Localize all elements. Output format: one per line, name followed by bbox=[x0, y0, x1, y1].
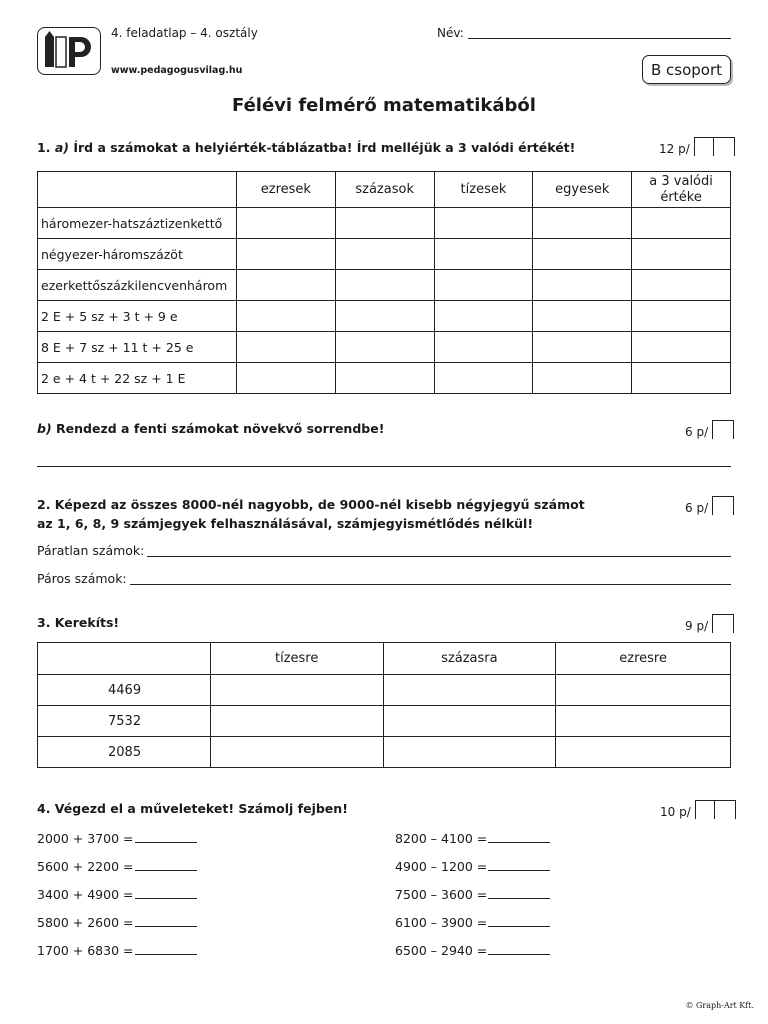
task3-title: 3. Kerekíts! bbox=[37, 615, 120, 630]
header-cell: egyesek bbox=[533, 172, 632, 208]
answer-cell[interactable] bbox=[632, 363, 731, 394]
table-row bbox=[38, 239, 731, 270]
worksheet-label: 4. feladatlap – 4. osztály bbox=[111, 26, 258, 40]
row-label: 4469 bbox=[38, 675, 211, 706]
row-label: 8 E + 7 sz + 11 t + 25 e bbox=[38, 332, 237, 363]
row-label: 2 E + 5 sz + 3 t + 9 e bbox=[38, 301, 237, 332]
answer-cell[interactable] bbox=[632, 332, 731, 363]
answer-cell[interactable] bbox=[556, 737, 731, 768]
answer-cell[interactable] bbox=[335, 270, 434, 301]
answer-cell[interactable] bbox=[632, 270, 731, 301]
row-label: 7532 bbox=[38, 706, 211, 737]
task2-line1: 2. Képezd az összes 8000-nél nagyobb, de 9000-nél kisebb négyjegyű számot bbox=[37, 497, 585, 512]
publisher-logo bbox=[37, 27, 101, 75]
answer-cell[interactable] bbox=[236, 301, 335, 332]
answer-cell[interactable] bbox=[383, 737, 556, 768]
page-title: Félévi felmérő matematikából bbox=[232, 95, 536, 116]
operation-item bbox=[395, 942, 550, 958]
task1b-instruction bbox=[37, 421, 384, 436]
task2-score bbox=[685, 496, 734, 515]
operation-item bbox=[37, 914, 197, 930]
table-row bbox=[38, 270, 731, 301]
row-label: ezerkettőszázkilencvenhárom bbox=[38, 270, 237, 301]
answer-cell[interactable] bbox=[335, 363, 434, 394]
answer-cell[interactable] bbox=[210, 737, 383, 768]
row-label: 2 e + 4 t + 22 sz + 1 E bbox=[38, 363, 237, 394]
task1b-score bbox=[685, 420, 734, 439]
operation-text: 4900 – 1200 = bbox=[395, 859, 488, 874]
operation-item bbox=[37, 830, 197, 846]
operation-text: 2000 + 3700 = bbox=[37, 831, 134, 846]
website-label: www.pedagogusvilag.hu bbox=[111, 65, 243, 76]
pencil-logo-icon bbox=[41, 31, 97, 71]
answer-cell[interactable] bbox=[210, 706, 383, 737]
answer-cell[interactable] bbox=[335, 239, 434, 270]
task4-title: 4. Végezd el a műveleteket! Számolj fejben! bbox=[37, 801, 348, 816]
row-label: 2085 bbox=[38, 737, 211, 768]
operation-text: 6500 – 2940 = bbox=[395, 943, 488, 958]
answer-cell[interactable] bbox=[533, 208, 632, 239]
task2-points: 6 p/ bbox=[685, 501, 709, 515]
task1b-text: Rendezd a fenti számokat növekvő sorrendbe! bbox=[56, 421, 385, 436]
operation-text: 8200 – 4100 = bbox=[395, 831, 488, 846]
answer-cell[interactable] bbox=[383, 706, 556, 737]
operation-text: 5600 + 2200 = bbox=[37, 859, 134, 874]
operation-item bbox=[37, 942, 197, 958]
task1a-points: 12 p/ bbox=[659, 142, 690, 156]
odd-numbers-field[interactable] bbox=[147, 556, 731, 557]
answer-cell[interactable] bbox=[335, 208, 434, 239]
table-header-row bbox=[38, 643, 731, 675]
table-row bbox=[38, 301, 731, 332]
task1a-instruction bbox=[37, 140, 575, 155]
table-row bbox=[38, 363, 731, 394]
operation-item bbox=[395, 858, 550, 874]
answer-cell[interactable] bbox=[236, 239, 335, 270]
answer-cell[interactable] bbox=[632, 239, 731, 270]
operation-text: 1700 + 6830 = bbox=[37, 943, 134, 958]
answer-blank[interactable] bbox=[135, 886, 197, 899]
answer-blank[interactable] bbox=[488, 886, 550, 899]
table-header-row bbox=[38, 172, 731, 208]
answer-cell[interactable] bbox=[556, 706, 731, 737]
answer-blank[interactable] bbox=[488, 942, 550, 955]
answer-blank[interactable] bbox=[135, 830, 197, 843]
row-label: háromezer-hatszáztizenkettő bbox=[38, 208, 237, 239]
answer-cell[interactable] bbox=[533, 239, 632, 270]
odd-numbers-label: Páratlan számok: bbox=[37, 543, 145, 558]
answer-blank[interactable] bbox=[135, 858, 197, 871]
answer-cell[interactable] bbox=[236, 363, 335, 394]
header-cell: százasra bbox=[383, 643, 556, 675]
header-cell: ezresek bbox=[236, 172, 335, 208]
header-cell: a 3 valódi értéke bbox=[632, 172, 731, 208]
answer-blank[interactable] bbox=[488, 858, 550, 871]
table-row bbox=[38, 675, 731, 706]
place-value-table bbox=[37, 171, 731, 394]
answer-cell[interactable] bbox=[383, 675, 556, 706]
operation-item bbox=[395, 830, 550, 846]
task4-score bbox=[660, 800, 736, 819]
task3-points: 9 p/ bbox=[685, 619, 709, 633]
operation-text: 3400 + 4900 = bbox=[37, 887, 134, 902]
answer-cell[interactable] bbox=[533, 363, 632, 394]
answer-cell[interactable] bbox=[632, 301, 731, 332]
task2-score-box[interactable] bbox=[708, 496, 734, 515]
name-field[interactable] bbox=[468, 38, 731, 39]
answer-cell[interactable] bbox=[335, 301, 434, 332]
operation-text: 6100 – 3900 = bbox=[395, 915, 488, 930]
task4-points: 10 p/ bbox=[660, 805, 691, 819]
answer-cell[interactable] bbox=[434, 332, 533, 363]
header-cell: százasok bbox=[335, 172, 434, 208]
answer-blank[interactable] bbox=[488, 830, 550, 843]
answer-cell[interactable] bbox=[236, 208, 335, 239]
task1b-answer-line[interactable] bbox=[37, 466, 731, 467]
answer-blank[interactable] bbox=[135, 942, 197, 955]
answer-cell[interactable] bbox=[533, 270, 632, 301]
even-numbers-field[interactable] bbox=[130, 584, 731, 585]
answer-cell[interactable] bbox=[335, 332, 434, 363]
task1a-text: Írd a számokat a helyiérték-táblázatba! Írd melléjük a 3 valódi értékét! bbox=[73, 140, 576, 155]
name-label: Név: bbox=[437, 26, 464, 40]
task1b-marker: b) bbox=[37, 421, 52, 436]
task1-number: 1. bbox=[37, 140, 51, 155]
answer-blank[interactable] bbox=[135, 914, 197, 927]
header-cell-empty bbox=[38, 172, 237, 208]
answer-cell[interactable] bbox=[533, 301, 632, 332]
answer-cell[interactable] bbox=[434, 301, 533, 332]
answer-cell[interactable] bbox=[236, 332, 335, 363]
answer-cell[interactable] bbox=[434, 208, 533, 239]
task1a-marker: a) bbox=[54, 140, 69, 155]
header-cell-empty bbox=[38, 643, 211, 675]
answer-blank[interactable] bbox=[488, 914, 550, 927]
table-row bbox=[38, 208, 731, 239]
answer-cell[interactable] bbox=[434, 239, 533, 270]
task4-score-box[interactable] bbox=[691, 800, 736, 819]
operation-item bbox=[395, 914, 550, 930]
operation-text: 5800 + 2600 = bbox=[37, 915, 134, 930]
task1a-score bbox=[659, 137, 735, 156]
answer-cell[interactable] bbox=[434, 270, 533, 301]
operation-item bbox=[395, 886, 550, 902]
table-row bbox=[38, 706, 731, 737]
header-cell: ezresre bbox=[556, 643, 731, 675]
table-row bbox=[38, 332, 731, 363]
header-cell: tízesek bbox=[434, 172, 533, 208]
operation-item bbox=[37, 858, 197, 874]
task2-line2: az 1, 6, 8, 9 számjegyek felhasználásával, számjegyismétlődés nélkül! bbox=[37, 516, 534, 531]
task1b-points: 6 p/ bbox=[685, 425, 709, 439]
header-cell: tízesre bbox=[210, 643, 383, 675]
table-row bbox=[38, 737, 731, 768]
task3-score-box[interactable] bbox=[708, 614, 734, 633]
even-numbers-label: Páros számok: bbox=[37, 571, 127, 586]
task1b-score-box[interactable] bbox=[708, 420, 734, 439]
task1a-score-box[interactable] bbox=[690, 137, 735, 156]
answer-cell[interactable] bbox=[533, 332, 632, 363]
copyright-footer: © Graph-Art Kft. bbox=[685, 1001, 754, 1010]
group-badge: B csoport bbox=[642, 55, 731, 84]
answer-cell[interactable] bbox=[556, 675, 731, 706]
answer-cell[interactable] bbox=[210, 675, 383, 706]
operation-item bbox=[37, 886, 197, 902]
answer-cell[interactable] bbox=[236, 270, 335, 301]
operation-text: 7500 – 3600 = bbox=[395, 887, 488, 902]
row-label: négyezer-háromszázöt bbox=[38, 239, 237, 270]
answer-cell[interactable] bbox=[632, 208, 731, 239]
rounding-table bbox=[37, 642, 731, 768]
task3-score bbox=[685, 614, 734, 633]
answer-cell[interactable] bbox=[434, 363, 533, 394]
